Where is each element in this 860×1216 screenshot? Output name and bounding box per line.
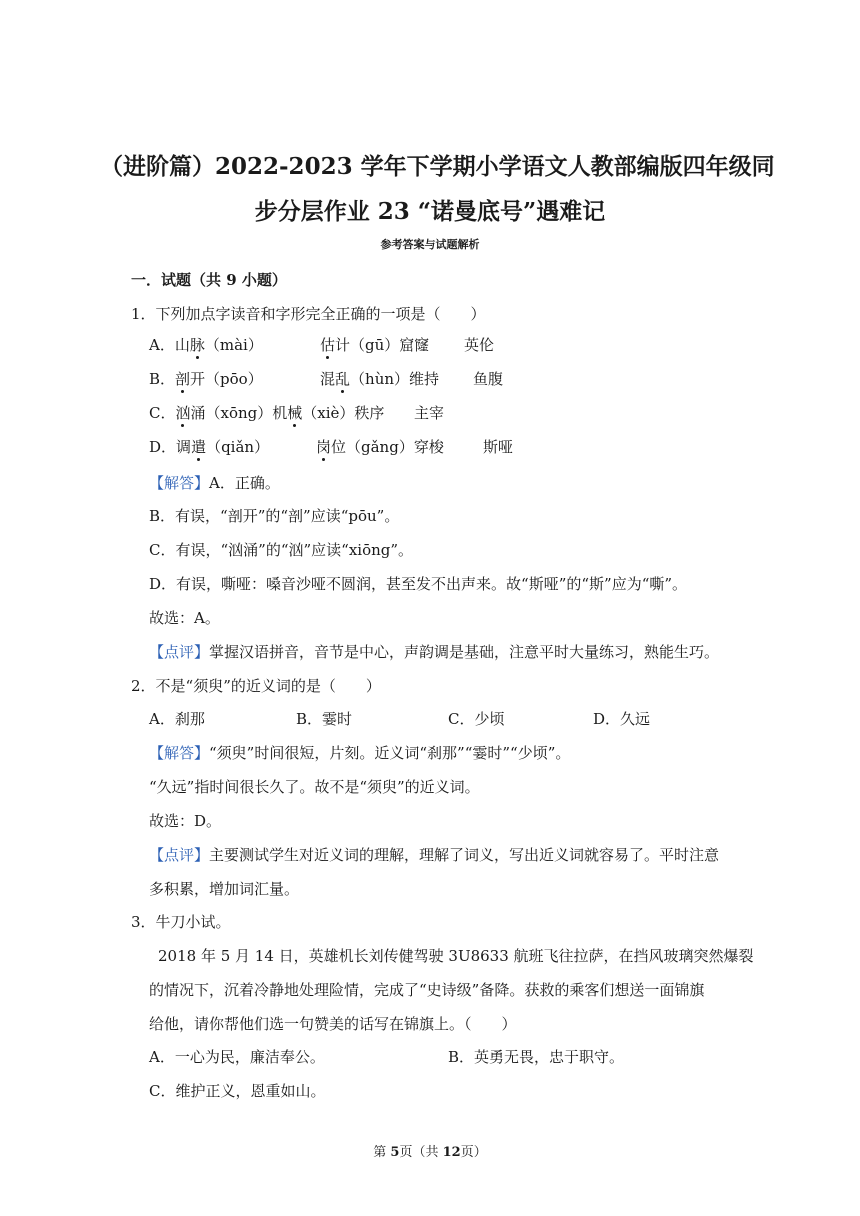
question-1-option-d-word-3: 斯哑 [483, 438, 514, 456]
option-text: （qiǎn） [206, 438, 270, 456]
document-title-line-2: 步分层作业 23 “诺曼底号”遇难记 [254, 198, 606, 225]
option-text: 调 [176, 438, 192, 456]
comment-text: 主要测试学生对近义词的理解，理解了词义，写出近义词就容易了。平时注意 [209, 846, 720, 864]
option-text: 计（gū）窟窿 [335, 336, 430, 354]
option-text: 混 [320, 370, 336, 388]
question-1-option-a [149, 335, 263, 355]
question-1-option-c [149, 403, 384, 423]
question-2-answer-line-3: 故选：D。 [149, 812, 222, 830]
question-2-answer-line-2: “久远”指时间很长久了。故不是“须臾”的近义词。 [149, 778, 480, 796]
question-1-option-b [149, 369, 263, 389]
question-1-answer-line-4: D．有误，嘶哑：嗓音沙哑不圆润，甚至发不出声来。故“斯哑”的“斯”应为“嘶”。 [149, 575, 688, 593]
question-1-comment [149, 642, 719, 662]
question-1-option-c-word-3: 主宰 [414, 404, 445, 422]
option-label: A． [149, 336, 175, 354]
option-text: （xiè）秩序 [302, 404, 385, 422]
question-2-option-d: D．久远 [593, 710, 651, 728]
footer-text: 第 [373, 1145, 391, 1160]
comment-text: 掌握汉语拼音，音节是中心，声韵调是基础，注意平时大量练习，熟能生巧。 [209, 643, 720, 661]
question-1-answer-line-1 [149, 473, 280, 493]
option-text: （mài） [204, 336, 263, 354]
question-2-comment-line-2: 多积累，增加词汇量。 [149, 880, 300, 898]
footer-text: 页（共 [399, 1145, 443, 1160]
comment-tag: 【点评】 [149, 846, 210, 864]
question-3-passage-line-2: 的情况下，沉着冷静地处理险情，完成了“史诗级”备降。获救的乘客们想送一面锦旗 [149, 981, 705, 999]
dotted-char: 遣 [191, 438, 207, 456]
question-3-option-b: B．英勇无畏，忠于职守。 [448, 1048, 625, 1066]
question-1-option-b-word-2 [320, 369, 439, 389]
question-2-comment-line-1 [149, 845, 719, 865]
question-1-stem: 1．下列加点字读音和字形完全正确的一项是（ ） [131, 305, 486, 323]
option-text: 涌（xōng）机 [190, 404, 288, 422]
answer-tag: 【解答】 [149, 744, 210, 762]
dotted-char: 汹 [175, 404, 191, 422]
question-3-option-c: C．维护正义，恩重如山。 [149, 1082, 326, 1100]
document-subtitle: 参考答案与试题解析 [380, 238, 480, 251]
question-3-option-a: A．一心为民，廉洁奉公。 [149, 1048, 325, 1066]
answer-text: A．正确。 [209, 474, 280, 492]
page-number: 5 [390, 1145, 400, 1160]
question-2-option-a: A．刹那 [149, 710, 205, 728]
option-text: 开（pōo） [190, 370, 263, 388]
option-text: 位（gǎng）穿梭 [331, 438, 444, 456]
footer-text: 页） [460, 1145, 487, 1160]
option-label: B． [149, 370, 176, 388]
question-2-option-c: C．少顷 [448, 710, 505, 728]
comment-tag: 【点评】 [149, 643, 210, 661]
answer-tag: 【解答】 [149, 474, 210, 492]
dotted-char: 械 [287, 404, 303, 422]
question-2-option-b: B．霎时 [296, 710, 353, 728]
dotted-char: 剖 [175, 370, 191, 388]
dotted-char: 乱 [335, 370, 351, 388]
page-footer [0, 1141, 860, 1160]
question-3-stem: 3．牛刀小试。 [131, 913, 231, 931]
option-text: （hùn）维持 [350, 370, 440, 388]
question-1-option-b-word-3: 鱼腹 [473, 370, 504, 388]
page-total: 12 [442, 1145, 461, 1160]
dotted-char: 估 [320, 336, 336, 354]
question-1-option-a-word-3: 英伦 [464, 336, 495, 354]
question-1-answer-line-5: 故选：A。 [149, 609, 220, 627]
dotted-char: 脉 [189, 336, 205, 354]
document-title-line-1: （进阶篇）2022-2023 学年下学期小学语文人教部编版四年级同 [100, 153, 775, 180]
question-3-passage-line-1: 2018 年 5 月 14 日，英雄机长刘传健驾驶 3U8633 航班飞往拉萨，在挡风玻璃突然爆裂 [158, 947, 754, 965]
option-label: C． [149, 404, 176, 422]
dotted-char: 岗 [316, 438, 332, 456]
question-1-answer-line-3: C．有误，“汹涌”的“汹”应读“xiōng”。 [149, 541, 414, 559]
question-1-option-a-word-2 [320, 335, 429, 355]
answer-text: “须臾”时间很短，片刻。近义词“刹那”“霎时”“少顷”。 [209, 744, 571, 762]
section-heading: 一．试题（共 9 小题） [131, 271, 287, 289]
question-1-option-d [149, 437, 269, 457]
option-label: D． [149, 438, 177, 456]
question-2-answer-line-1 [149, 743, 570, 763]
question-2-stem: 2．不是“须臾”的近义词的是（ ） [131, 677, 381, 695]
question-3-passage-line-3: 给他，请你帮他们选一句赞美的话写在锦旗上。（ ） [149, 1015, 517, 1033]
option-text: 山 [174, 336, 190, 354]
question-1-option-d-word-2 [316, 437, 444, 457]
question-1-answer-line-2: B．有误，“剖开”的“剖”应读“pōu”。 [149, 507, 400, 525]
